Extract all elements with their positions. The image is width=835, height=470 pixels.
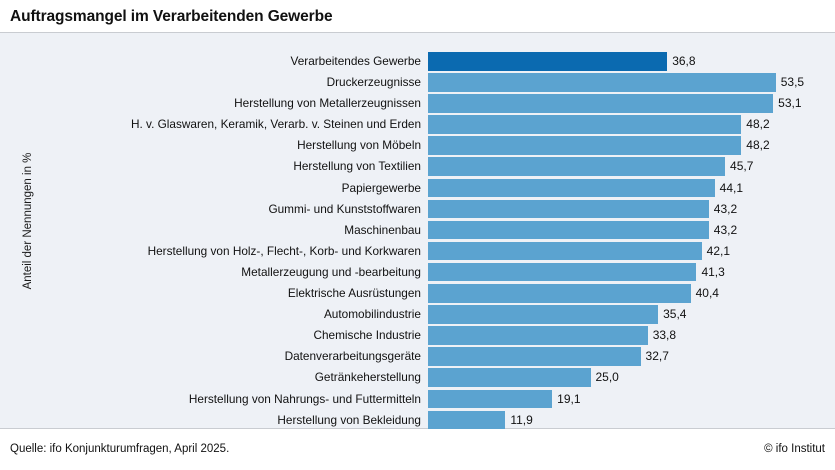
- bar: [428, 115, 741, 134]
- bar-row: [0, 390, 835, 409]
- bar-track: [428, 390, 835, 409]
- bar-track: [428, 347, 835, 366]
- bar-value-label: 43,2: [713, 201, 738, 216]
- bar-track: [428, 411, 835, 430]
- bar-value-label: 53,5: [780, 75, 805, 90]
- bar-row: [0, 115, 835, 134]
- bar-track: [428, 368, 835, 387]
- bar-row: [0, 136, 835, 155]
- bar: [428, 390, 552, 409]
- bar-value-label: 32,7: [645, 349, 669, 364]
- bar: [428, 94, 773, 113]
- category-label: Herstellung von Metallerzeugnissen: [234, 96, 421, 111]
- category-label: Gummi- und Kunststoffwaren: [268, 201, 421, 216]
- bar: [428, 326, 648, 345]
- bar-track: [428, 326, 835, 345]
- bar: [428, 136, 741, 155]
- bar-row: [0, 284, 835, 303]
- bar: [428, 411, 505, 430]
- bar-value-label: 48,2: [746, 138, 770, 153]
- bar-value-label: 48,2: [746, 117, 770, 132]
- bar-value-label: 36,8: [672, 54, 696, 68]
- category-label: Herstellung von Möbeln: [297, 138, 421, 153]
- bar: [428, 179, 715, 198]
- category-label: Verarbeitendes Gewerbe: [290, 54, 421, 68]
- bar-value-label: 33,8: [652, 328, 677, 343]
- bar-row: [0, 73, 835, 92]
- bar-row: [0, 200, 835, 219]
- bar-track: [428, 179, 835, 198]
- bar-row: [0, 94, 835, 113]
- bar-track: [428, 242, 835, 261]
- bar-row: [0, 52, 835, 71]
- bar: [428, 157, 725, 176]
- bar-track: [428, 221, 835, 240]
- bar: [428, 263, 696, 282]
- bar-row: [0, 221, 835, 240]
- bar-value-label: 25,0: [595, 370, 619, 385]
- bar: [428, 368, 591, 387]
- bar-row: [0, 242, 835, 261]
- bar: [428, 73, 776, 92]
- bar-row: [0, 157, 835, 176]
- bar-track: [428, 157, 835, 176]
- category-label: Herstellung von Nahrungs- und Futtermitteln: [188, 391, 421, 406]
- bar-row: [0, 347, 835, 366]
- copyright-note: © ifo Institut: [764, 443, 825, 455]
- category-label: Datenverarbeitungsgeräte: [284, 349, 421, 364]
- bar-chart: [0, 52, 835, 427]
- bar: [428, 221, 709, 240]
- category-label: H. v. Glaswaren, Keramik, Verarb. v. Steinen und Erden: [130, 117, 421, 132]
- bar-track: [428, 284, 835, 303]
- bar-track: [428, 305, 835, 324]
- category-label: Maschinenbau: [344, 222, 421, 237]
- source-note: Quelle: ifo Konjunkturumfragen, April 2025.: [10, 443, 230, 455]
- bar-value-label: 41,3: [701, 264, 725, 279]
- bar-track: [428, 136, 835, 155]
- bar-value-label: 19,1: [557, 391, 581, 406]
- category-label: Herstellung von Textilien: [293, 159, 421, 174]
- category-label: Getränkeherstellung: [314, 370, 421, 385]
- bar: [428, 52, 667, 71]
- bar-track: [428, 115, 835, 134]
- y-axis-label: Anteil der Nennungen in %: [22, 152, 34, 290]
- category-label: Elektrische Ausrüstungen: [287, 286, 421, 301]
- category-label: Papiergewerbe: [341, 180, 421, 195]
- bar-value-label: 44,1: [719, 180, 743, 195]
- category-label: Herstellung von Holz-, Flecht-, Korb- und Korkwaren: [147, 243, 421, 258]
- bar: [428, 305, 658, 324]
- bar-row: [0, 305, 835, 324]
- bar-value-label: 11,9: [510, 412, 533, 427]
- bar-row: [0, 326, 835, 345]
- bar-track: [428, 52, 835, 71]
- bar-row: [0, 263, 835, 282]
- bar-track: [428, 73, 835, 92]
- bar-row: [0, 411, 835, 430]
- bar: [428, 347, 641, 366]
- category-label: Chemische Industrie: [313, 328, 421, 343]
- page-title: Auftragsmangel im Verarbeitenden Gewerbe: [10, 8, 333, 25]
- bar: [428, 284, 691, 303]
- category-label: Herstellung von Bekleidung: [277, 412, 421, 427]
- bar-track: [428, 94, 835, 113]
- bar-row: [0, 179, 835, 198]
- bar-value-label: 35,4: [663, 307, 687, 322]
- bar-value-label: 53,1: [778, 96, 802, 111]
- category-label: Druckerzeugnisse: [326, 75, 421, 90]
- bar-track: [428, 263, 835, 282]
- category-label: Automobilindustrie: [323, 307, 421, 322]
- bar: [428, 242, 702, 261]
- bar-row: [0, 368, 835, 387]
- bar: [428, 200, 709, 219]
- bar-value-label: 42,1: [706, 243, 730, 258]
- bar-value-label: 40,4: [695, 286, 719, 301]
- bar-value-label: 43,2: [713, 222, 738, 237]
- category-label: Metallerzeugung und -bearbeitung: [241, 264, 421, 279]
- bar-track: [428, 200, 835, 219]
- bar-value-label: 45,7: [730, 159, 754, 174]
